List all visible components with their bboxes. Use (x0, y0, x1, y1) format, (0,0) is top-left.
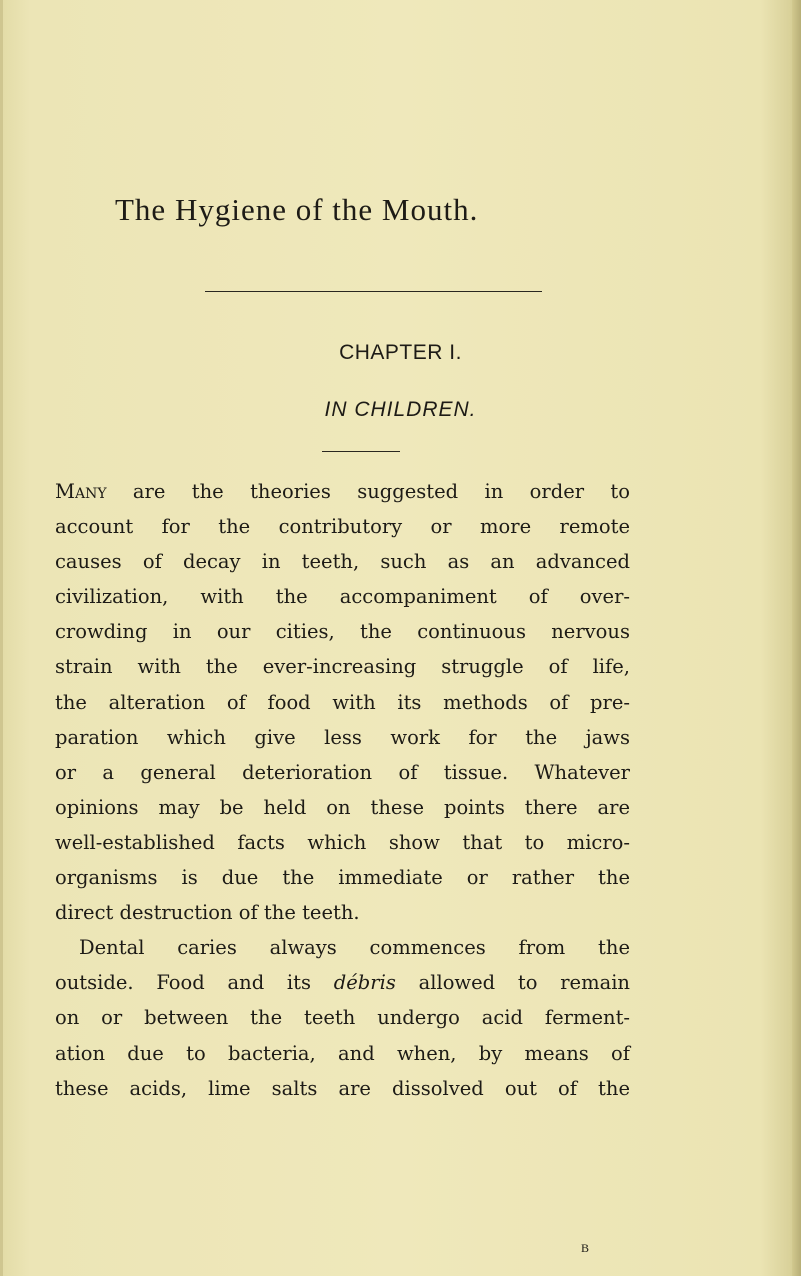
page-right-edge (792, 0, 801, 1276)
text-line-fragment: are the theories suggested in order to (106, 480, 630, 503)
text-line: organisms is due the immediate or rather the (55, 866, 630, 890)
text-line: direct destruction of the teeth. (55, 901, 360, 925)
text-line: account for the contributory or more remote (55, 515, 630, 539)
text-line: Dental caries always commences from the (79, 936, 630, 960)
italic-word: débris (333, 971, 396, 995)
chapter-subtitle: IN CHILDREN. (324, 398, 477, 421)
page-left-edge (0, 0, 3, 1276)
chapter-rule (322, 451, 400, 452)
text-line: paration which give less work for the jaws (55, 725, 630, 749)
text-line: causes of decay in teeth, such as an advanced (55, 550, 630, 574)
text-line-fragment: outside. Food and its (55, 971, 334, 995)
signature-mark: B (581, 1241, 590, 1255)
text-line: or a general deterioration of tissue. Whatever (55, 760, 630, 784)
text-line: crowding in our cities, the continuous nervous (55, 620, 630, 644)
text-line: opinions may be held on these points there are (55, 795, 630, 819)
text-line: these acids, lime salts are dissolved out of the (55, 1076, 630, 1100)
text-line: strain with the ever-increasing struggle of life, (55, 655, 630, 679)
text-line: ation due to bacteria, and when, by means of (55, 1041, 630, 1065)
text-line: on or between the teeth undergo acid ferment- (55, 1006, 630, 1030)
text-line-fragment: allowed to remain (395, 971, 630, 995)
book-title: The Hygiene of the Mouth. (115, 192, 479, 227)
text-line (55, 474, 630, 509)
chapter-heading: CHAPTER I. (339, 341, 462, 364)
drop-word: Many (55, 480, 107, 503)
text-line (55, 965, 630, 1000)
text-line: civilization, with the accompaniment of over- (55, 585, 630, 609)
body-text (55, 474, 630, 1106)
text-line: the alteration of food with its methods of pre- (55, 690, 630, 714)
title-rule (205, 291, 542, 292)
text-line: well-established facts which show that to micro- (55, 830, 630, 854)
